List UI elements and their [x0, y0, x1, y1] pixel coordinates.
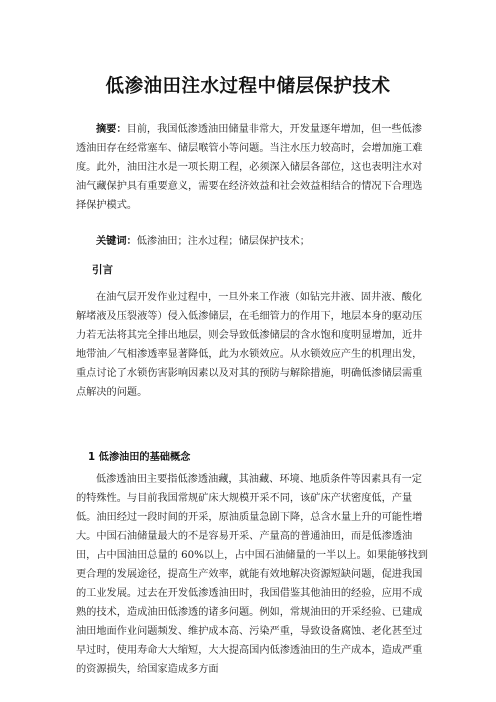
keywords-label: 关键词：: [96, 235, 137, 247]
document-title: 低渗油田注水过程中储层保护技术: [105, 76, 391, 97]
keywords-paragraph: [76, 232, 431, 251]
abstract-label: 摘要：: [96, 123, 127, 135]
section-1-paragraph: 低渗透油田主要指低渗透油藏，其油藏、环境、地质条件等因素具有一定的特殊性。与目前我国常规矿床大规模开采不同，该矿床产状密度低，产量低。油田经过一段时间的开采，原油质量急剧下降，总含水量上升的可能性增大。中国石油储量最大的不是容易开采、产量高的普通油田，而是低渗透油田，占中国油田总量的 60%以上，占中国石油储量的一半以上。如果能够找到更合理的发展途径，提高生产效率，就能有效地解决资源短缺问题，促进我国的工业发展。过去在开发低渗透油田时，我国借鉴其他油田的经验，应用不成熟的技术，造成油田低渗透的诸多问题。例如，常规油田的开采经验、已建成油田地面作业问题频发、维护成本高、污染严重，导致设备腐蚀、老化甚至过早过时，使用寿命大大缩短，大大提高国内低渗透油田的生产成本，造成严重的资源损失，给国家造成多方面: [76, 474, 428, 675]
keywords-text: 低渗油田；注水过程；储层保护技术；: [136, 236, 310, 247]
abstract-text: 目前，我国低渗透油田储量非常大，开发量逐年增加，但一些低渗透油田存在经常塞车、储层喉管小等问题。当注水压力较高时，会增加施工难度。此外，油田注水是一项长期工程，必须深入储层各部位，这也表明注水对油气藏保护具有重要意义，需要在经济效益和社会效益相结合的情况下合理选择保护模式。: [76, 124, 423, 211]
intro-heading: 引言: [92, 264, 113, 276]
section-1-heading: 1 低渗油田的基础概念: [88, 452, 191, 463]
intro-paragraph: 在油气层开发作业过程中，一旦外来工作液（如钻完井液、固井液、酸化解堵液及压裂液等）侵入低渗储层，在毛细管力的作用下，地层本身的驱动压力若无法将其完全排出地层，则会导致低渗储层的含水饱和度明显增加，近井地带油／气相渗透率显著降低，此为水锁效应。从水锁效应产生的机理出发，重点讨论了水锁伤害影响因素以及对其的预防与解除措施，明确低渗储层需重点解决的问题。: [76, 292, 423, 398]
abstract-paragraph: [76, 120, 431, 215]
